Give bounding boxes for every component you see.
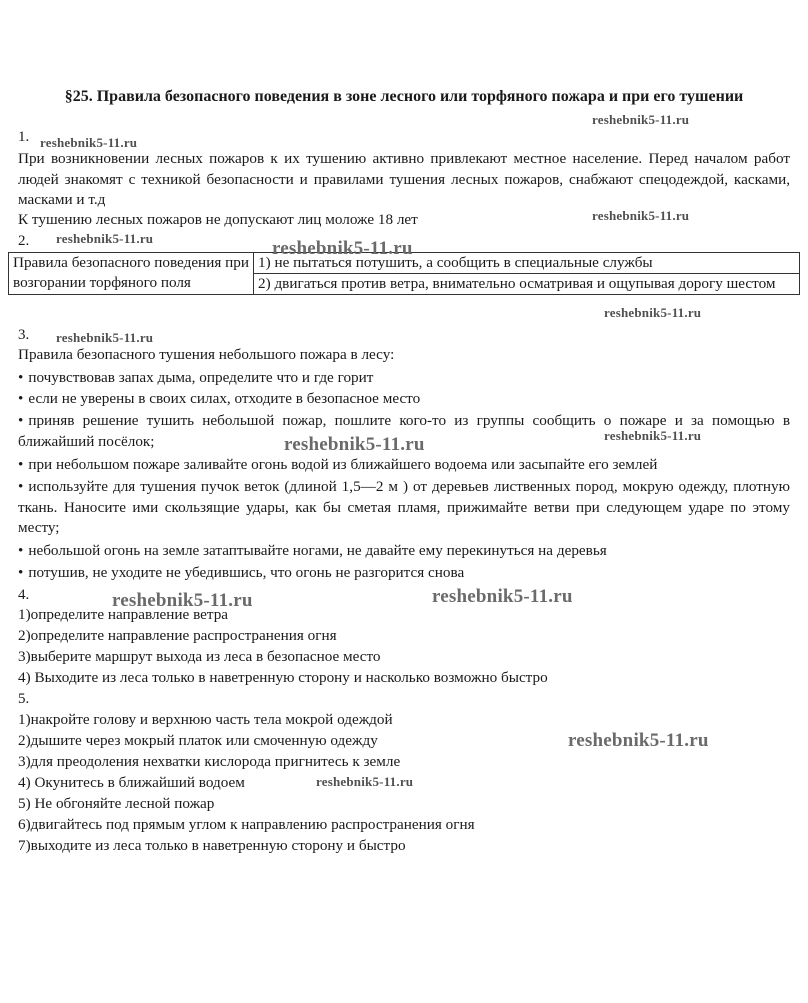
watermark: reshebnik5-11.ru xyxy=(592,112,690,127)
watermark: reshebnik5-11.ru xyxy=(56,231,154,246)
section-5-item-1: 1)накройте голову и верхнюю часть тела мокрой одеждой xyxy=(18,711,393,728)
section-4-item-2: 2)определите направление распространения огня xyxy=(18,627,337,644)
section-4-item-3: 3)выберите маршрут выхода из леса в безопасное место xyxy=(18,648,381,665)
section-2-number: 2. xyxy=(18,233,30,249)
section-5-item-4: 4) Окунитесь в ближайший водоем xyxy=(18,774,245,791)
section-1-line: К тушению лесных пожаров не допускают лиц моложе 18 лет xyxy=(18,211,418,228)
section-4-item-1: 1)определите направление ветра xyxy=(18,606,229,623)
section-3-bullet-7: • потушив, не уходите не убедившись, что огонь не разгорится снова xyxy=(18,563,464,583)
section-4-number: 4. xyxy=(18,587,30,603)
section-5-item-2: 2)дышите через мокрый платок или смоченную одежду xyxy=(18,732,378,749)
section-5-number: 5. xyxy=(18,691,30,707)
watermark: reshebnik5-11.ru xyxy=(432,586,573,607)
watermark: reshebnik5-11.ru xyxy=(604,428,702,443)
section-3-number: 3. xyxy=(18,327,30,343)
table-left-cell: Правила безопасного поведения при возгорании торфяного поля xyxy=(9,253,254,295)
section-3-bullet-6: • небольшой огонь на земле затаптывайте ногами, не давайте ему перекинуться на деревья xyxy=(18,541,607,561)
section-5-item-3: 3)для преодоления нехватки кислорода пригнитесь к земле xyxy=(18,753,401,770)
watermark: reshebnik5-11.ru xyxy=(568,730,709,751)
watermark: reshebnik5-11.ru xyxy=(592,208,690,223)
section-5-item-7: 7)выходите из леса только в наветренную сторону и быстро xyxy=(18,837,406,854)
section-4-item-4: 4) Выходите из леса только в наветренную сторону и насколько возможно быстро xyxy=(18,669,548,686)
section-3-bullet-2: • если не уверены в своих силах, отходите в безопасное место xyxy=(18,389,420,409)
page-title: §25. Правила безопасного поведения в зоне лесного или торфяного пожара и при его тушении xyxy=(64,88,744,105)
watermark: reshebnik5-11.ru xyxy=(272,238,413,259)
section-5-item-6: 6)двигайтесь под прямым углом к направлению распространения огня xyxy=(18,816,475,833)
section-1-paragraph: При возникновении лесных пожаров к их тушению активно привлекают местное население. Перед началом работ людей знакомят с техникой безопасности и правилами тушения лесных пожаров, снабжают спецодеждой, касками, масками и т.д xyxy=(18,150,790,208)
section-3-bullet-3: • приняв решение тушить небольшой пожар, пошлите кого-то из группы сообщить о пожаре и за помощью в ближайший посёлок; xyxy=(18,411,790,452)
section-3-bullet-5: • используйте для тушения пучок веток (длиной 1,5—2 м ) от деревьев лиственных пород, мокрую одежду, плотную ткань. Наносите ими скользящие удары, как бы сметая пламя, прижимайте ветви при следующем ударе по этому месту; xyxy=(18,477,790,539)
watermark: reshebnik5-11.ru xyxy=(604,305,702,320)
watermark: reshebnik5-11.ru xyxy=(112,590,253,611)
section-3-bullet-4: • при небольшом пожаре заливайте огонь водой из ближайшего водоема или засыпайте его землей xyxy=(18,455,657,475)
table-rule-1: 1) не пытаться потушить, а сообщить в специальные службы xyxy=(254,253,800,274)
watermark: reshebnik5-11.ru xyxy=(284,434,425,455)
table-rule-2: 2) двигаться против ветра, внимательно осматривая и ощупывая дорогу шестом xyxy=(254,274,800,295)
watermark: reshebnik5-11.ru xyxy=(40,135,138,150)
section-3-intro: Правила безопасного тушения небольшого пожара в лесу: xyxy=(18,346,395,363)
section-5-item-5: 5) Не обгоняйте лесной пожар xyxy=(18,795,215,812)
watermark: reshebnik5-11.ru xyxy=(316,774,414,789)
watermark: reshebnik5-11.ru xyxy=(56,330,154,345)
section-3-bullet-1: • почувствовав запах дыма, определите что и где горит xyxy=(18,368,373,388)
section-1-number: 1. xyxy=(18,129,30,145)
